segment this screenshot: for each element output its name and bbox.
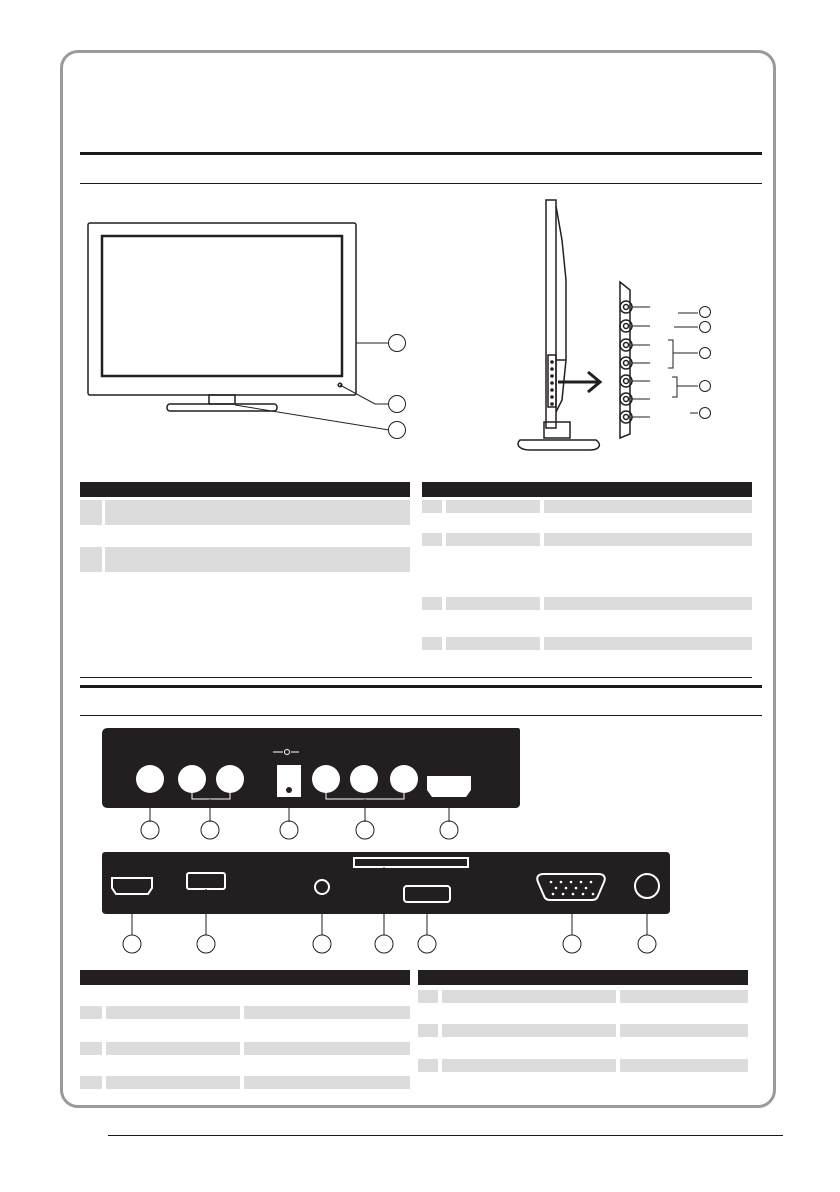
- table-side-header: [422, 482, 752, 497]
- table-row: [418, 1059, 748, 1072]
- dc-power-label: DC 12V/3A: [272, 738, 313, 747]
- table-row: [422, 637, 752, 650]
- table-row: [80, 1076, 410, 1089]
- rca-jack-icon: [136, 765, 164, 793]
- table-row: [80, 1042, 410, 1055]
- table-rear-right-header: [418, 970, 748, 985]
- hdmi-port-icon: [427, 776, 471, 797]
- tv-front-icon: [88, 223, 356, 411]
- table-row: [418, 1024, 748, 1037]
- tv-side-icon: [518, 200, 599, 450]
- table-row: [422, 597, 752, 610]
- rca-jack-icon: [178, 765, 206, 793]
- table-row: [80, 500, 410, 525]
- table-row: [418, 990, 748, 1003]
- footer-rule: [108, 1135, 783, 1136]
- table-row: [80, 1006, 410, 1019]
- rca-jack-icon: [350, 765, 378, 793]
- table-row: [80, 547, 410, 572]
- table-front-header: [80, 482, 410, 497]
- rca-jack-icon: [390, 765, 418, 793]
- table-row: [422, 533, 752, 546]
- rca-jack-icon: [312, 765, 340, 793]
- table-row: [422, 500, 752, 513]
- table-rear-left-header: [80, 970, 410, 985]
- rca-jack-icon: [216, 765, 244, 793]
